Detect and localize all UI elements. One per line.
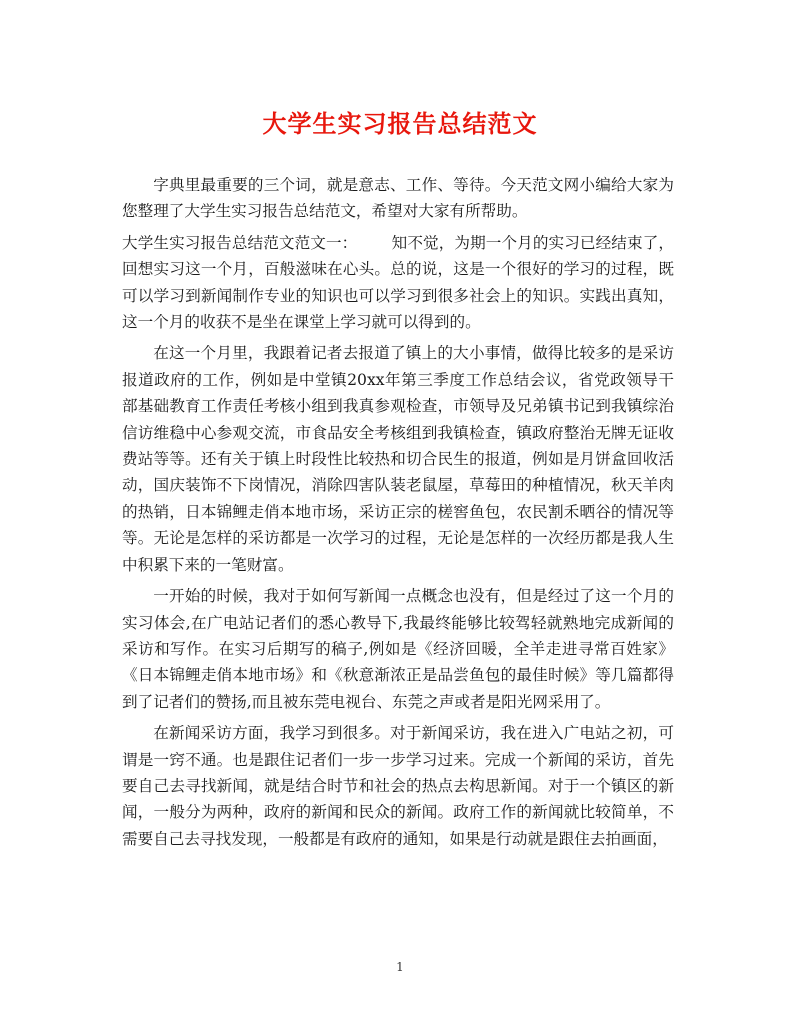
- body-paragraph: 在这一个月里，我跟着记者去报道了镇上的大小事情，做得比较多的是采访报道政府的工作，例如是中堂镇20xx年第三季度工作总结会议，省党政领导干部基础教育工作责任考核小组到我真参观检查，市领导及兄弟镇书记到我镇综治信访维稳中心参观交流，市食品安全考核组到我镇检查，镇政府整治无牌无证收费站等等。还有关于镇上时段性比较热和切合民生的报道，例如是月饼盒回收活动，国庆装饰不下岗情况，消除四害队装老鼠屋，草莓田的种植情况，秋天羊肉的热销，日本锦鲤走俏本地市场，采访正宗的槎窖鱼包，农民割禾晒谷的情况等等。无论是怎样的采访都是一次学习的过程，无论是怎样的一次经历都是我人生中积累下来的一笔财富。: [122, 344, 674, 574]
- document-body: [122, 172, 674, 857]
- document-title: 大学生实习报告总结范文: [262, 109, 538, 138]
- page-number: 1: [396, 960, 404, 974]
- section-heading: 大学生实习报告总结范文范文一：: [122, 233, 358, 252]
- section-first-paragraph: 知不觉，为期一个月的实习已经结束了，回想实习这一个月，百般滋味在心头。总的说，这是一个很好的学习的过程，既可以学习到新闻制作专业的知识也可以学习到很多社会上的知识。实践出真知，这一个月的收获不是坐在课堂上学习就可以得到的。: [122, 233, 674, 332]
- section-one-paragraph: [122, 230, 674, 336]
- body-paragraph: 在新闻采访方面，我学习到很多。对于新闻采访，我在进入广电站之初，可谓是一窍不通。也是跟住记者们一步一步学习过来。完成一个新闻的采访，首先要自己去寻找新闻，就是结合时节和社会的热点去构思新闻。对于一个镇区的新闻，一般分为两种，政府的新闻和民众的新闻。政府工作的新闻就比较简单，不需要自己去寻找发现，一般都是有政府的通知，如果是行动就是跟住去拍画面，: [122, 724, 674, 848]
- intro-paragraph: 字典里最重要的三个词，就是意志、工作、等待。今天范文网小编给大家为您整理了大学生实习报告总结范文，希望对大家有所帮助。: [122, 176, 674, 221]
- body-paragraph: 一开始的时候，我对于如何写新闻一点概念也没有，但是经过了这一个月的实习体会,在广电站记者们的悉心教导下,我最终能够比较驾轻就熟地完成新闻的采访和写作。在实习后期写的稿子,例如是《经济回暖，全羊走进寻常百姓家》《日本锦鲤走俏本地市场》和《秋意渐浓正是品尝鱼包的最佳时候》等几篇都得到了记者们的赞扬,而且被东莞电视台、东莞之声或者是阳光网采用了。: [122, 587, 674, 711]
